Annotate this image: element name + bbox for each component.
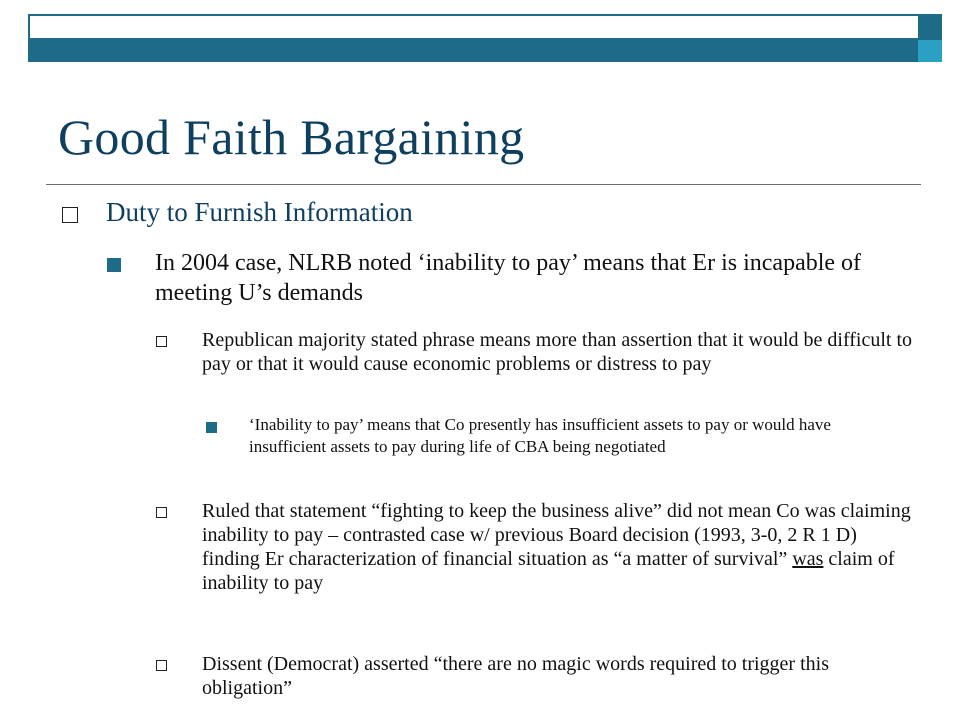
- bullet-text: Republican majority stated phrase means more than assertion that it would be difficult to pay or that it would cause economic problems or distress to pay: [202, 329, 913, 375]
- header-corner-block: [918, 14, 942, 40]
- bullet-text: In 2004 case, NLRB noted ‘inability to pay’ means that Er is incapable of meeting U’s demands: [155, 250, 862, 306]
- bullet-text: ‘Inability to pay’ means that Co presently has insufficient assets to pay or would have insufficient assets to pay during life of CBA being negotiated: [249, 415, 831, 456]
- bullet-text-part: Ruled that statement “fighting to keep the business alive” did not mean Co was claiming inability to pay – contrasted case w/ previous Board decision (1993, 3-0, 2 R 1 D) finding Er characterization of financial situation as “a matter of survival”: [202, 500, 911, 570]
- hollow-square-bullet-icon: [62, 207, 78, 223]
- solid-square-bullet-icon: [107, 258, 121, 272]
- hollow-square-bullet-icon: [156, 336, 167, 347]
- slide-title: Good Faith Bargaining: [58, 109, 525, 165]
- bullet-text: Duty to Furnish Information: [106, 197, 413, 227]
- hollow-square-bullet-icon: [156, 507, 167, 518]
- bullet-text-part: claim of inability to pay: [202, 548, 895, 594]
- underlined-word: was: [792, 548, 824, 570]
- title-divider: [46, 184, 921, 185]
- solid-square-bullet-icon: [206, 422, 217, 433]
- header-corner-block-light: [918, 40, 942, 62]
- bullet-text: [202, 499, 917, 595]
- header-bar-outline: [28, 14, 942, 40]
- bullet-text: Dissent (Democrat) asserted “there are no magic words required to trigger this obligation”: [202, 653, 829, 699]
- hollow-square-bullet-icon: [156, 660, 167, 671]
- header-bar-solid: [28, 40, 942, 62]
